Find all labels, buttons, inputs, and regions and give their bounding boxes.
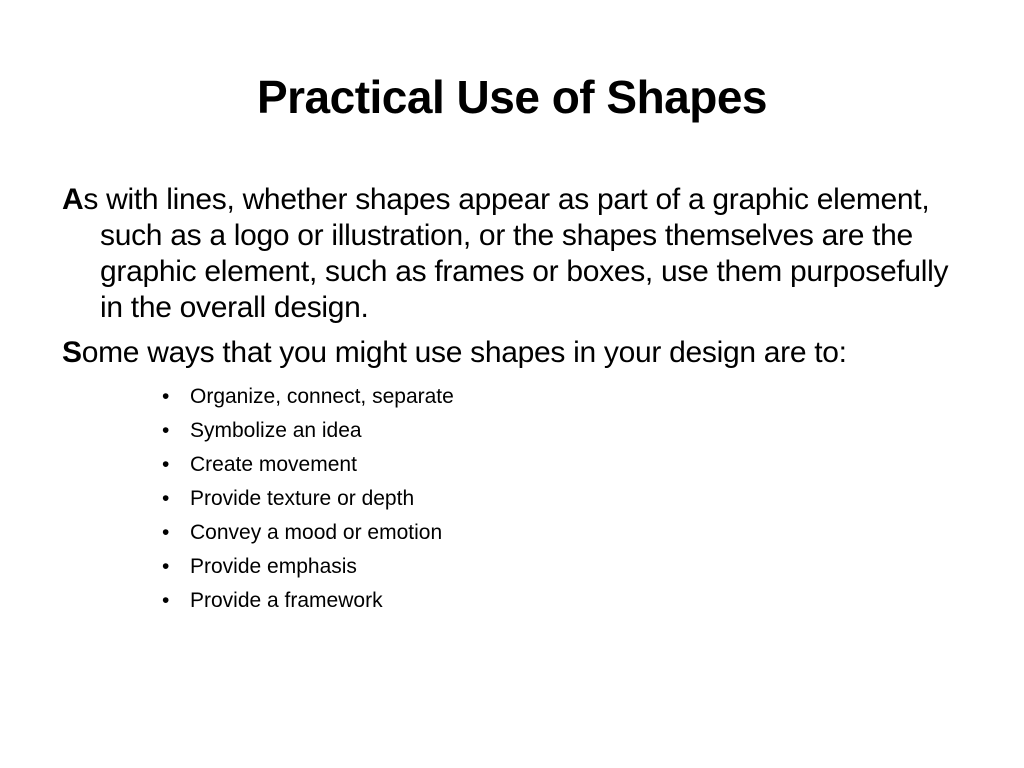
bullet-dot-icon: • [162,487,170,510]
list-item-text: Convey a mood or emotion [190,521,443,544]
list-item-text: Create movement [190,453,357,476]
bullet-dot-icon: • [162,589,170,612]
list-item [160,584,962,618]
slide-body [62,182,962,618]
paragraph-2-lead-letter: S [62,336,82,369]
list-item [160,482,962,516]
bullet-dot-icon: • [162,555,170,578]
paragraph-2 [62,335,962,371]
bullet-dot-icon: • [162,419,170,442]
list-item [160,550,962,584]
list-item [160,516,962,550]
paragraph-1 [62,182,962,326]
list-item [160,448,962,482]
list-item-text: Provide emphasis [190,555,357,578]
bullet-dot-icon: • [162,521,170,544]
list-item-text: Organize, connect, separate [190,385,454,408]
bullet-list [62,380,962,618]
list-item [160,380,962,414]
paragraph-1-text: s with lines, whether shapes appear as part of a graphic element, such as a logo or illustration, or the shapes themselves are the graphic element, such as frames or boxes, use them purposefully in the overall design. [83,183,949,324]
list-item [160,414,962,448]
list-item-text: Provide texture or depth [190,487,415,510]
bullet-dot-icon: • [162,385,170,408]
slide-title: Practical Use of Shapes [256,71,768,123]
bullet-dot-icon: • [162,453,170,476]
list-item-text: Symbolize an idea [190,419,362,442]
paragraph-1-lead-letter: A [62,183,84,216]
list-item-text: Provide a framework [190,589,383,612]
paragraph-2-text: ome ways that you might use shapes in your design are to: [81,336,847,369]
